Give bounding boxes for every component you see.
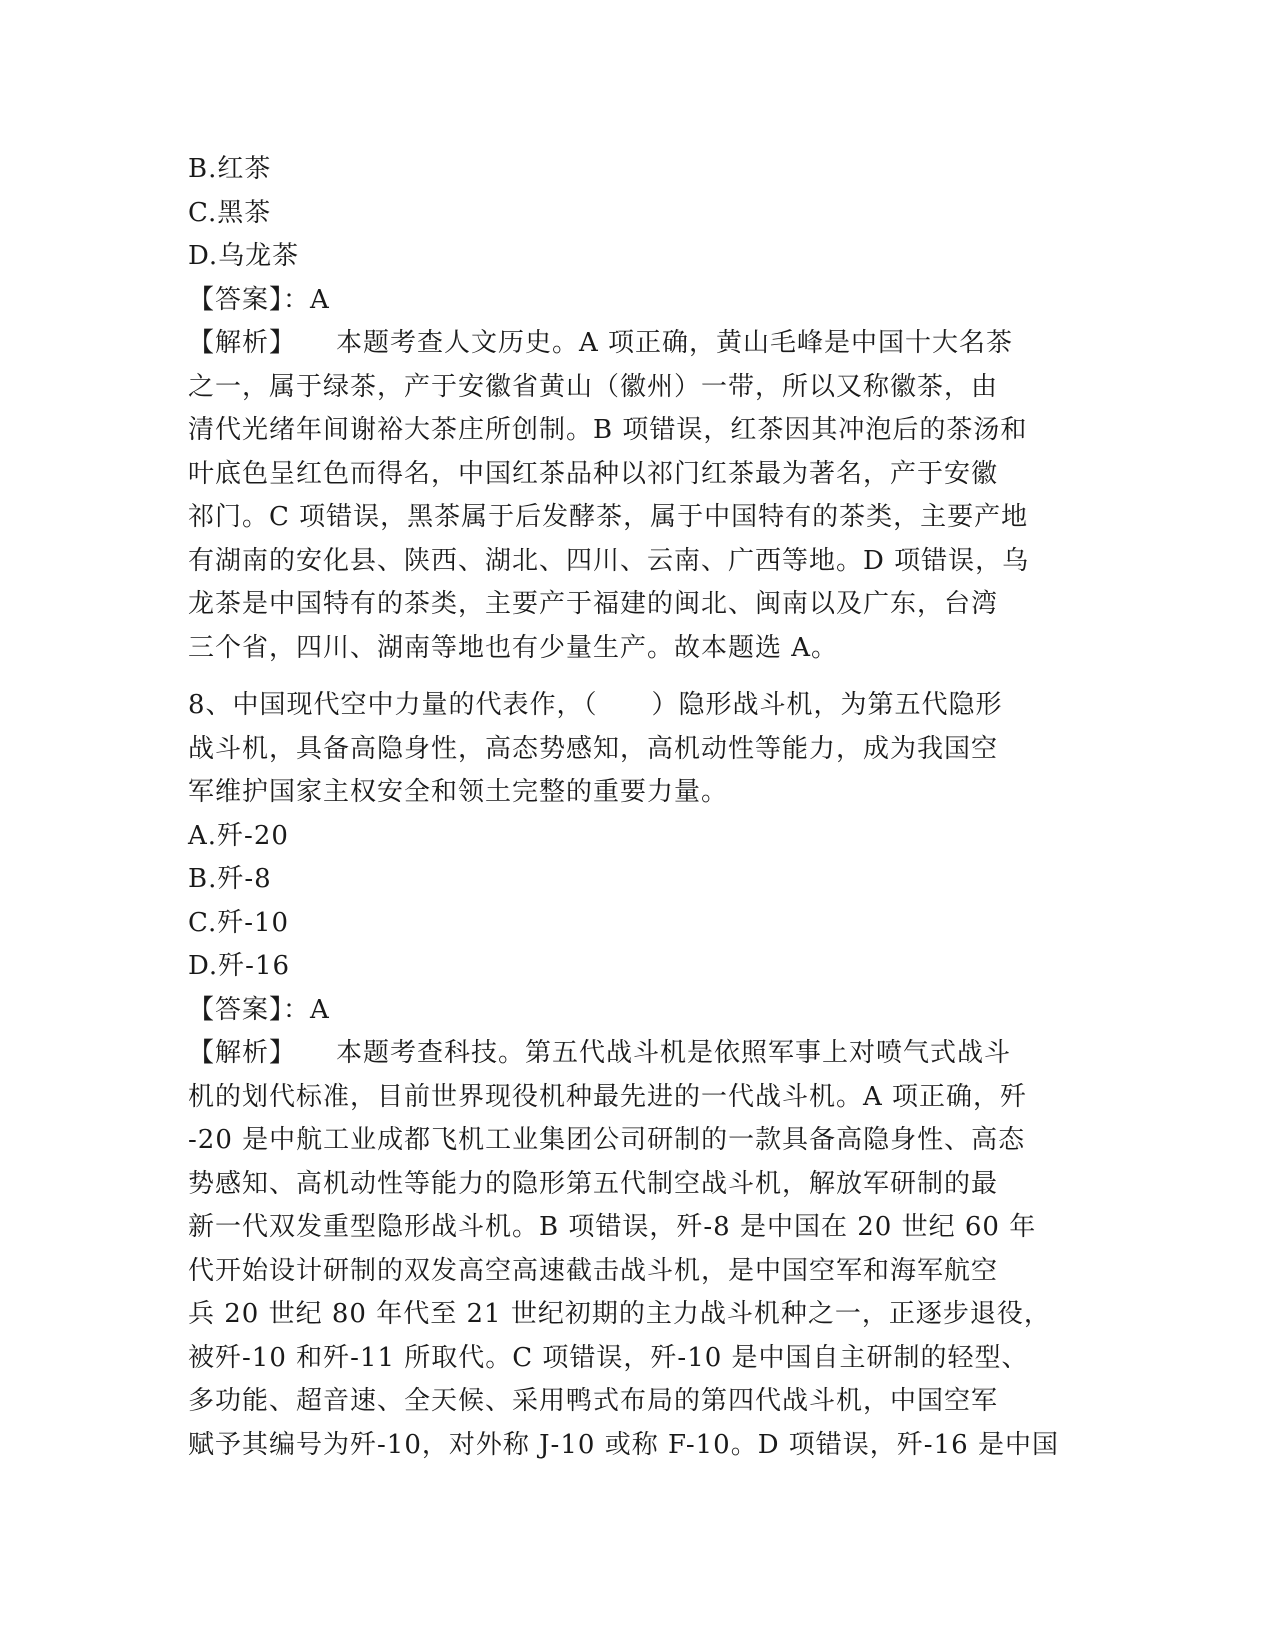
q7-analysis (188, 322, 1088, 670)
q8-question-line-3: 军维护国家主权安全和领土完整的重要力量。 (188, 777, 729, 807)
q8-analysis-line-3: -20 是中航工业成都飞机工业集团公司研制的一款具备高隐身性、高态 (188, 1125, 1026, 1155)
q7-analysis-line-6: 有湖南的安化县、陕西、湖北、四川、云南、广西等地。D 项错误，乌 (188, 545, 1030, 576)
q7-analysis-line-8: 三个省，四川、湖南等地也有少量生产。故本题选 A。 (188, 632, 839, 663)
question-gap (188, 670, 1088, 684)
q8-analysis-line-2: 机的划代标准，目前世界现役机种最先进的一代战斗机。A 项正确，歼 (188, 1081, 1028, 1112)
q8-question (188, 684, 1088, 815)
q7-analysis-line-3: 清代光绪年间谢裕大茶庄所创制。B 项错误，红茶因其冲泡后的茶汤和 (188, 415, 1028, 445)
q7-option-d: D.乌龙茶 (188, 241, 300, 271)
q7-option-c: C.黑茶 (188, 197, 272, 228)
q7-analysis-line-5: 祁门。C 项错误，黑茶属于后发酵茶，属于中国特有的茶类，主要产地 (188, 502, 1029, 532)
q8-analysis-line-10: 赋予其编号为歼-10，对外称 J-10 或称 F-10。D 项错误，歼-16 是中国 (188, 1429, 1059, 1460)
q8-analysis-line-9: 多功能、超音速、全天候、采用鸭式布局的第四代战斗机，中国空军 (188, 1386, 999, 1416)
q8-question-line-2: 战斗机，具备高隐身性，高态势感知，高机动性等能力，成为我国空 (188, 733, 999, 764)
q8-option-c: C.歼-10 (188, 907, 290, 938)
q8-analysis-text-1: 本题考查科技。第五代战斗机是依照军事上对喷气式战斗 (336, 1038, 1012, 1068)
q8-analysis-line-6: 代开始设计研制的双发高空高速截击战斗机，是中国空军和海军航空 (188, 1255, 999, 1286)
q8-analysis-label: 【解析】 (188, 1038, 297, 1068)
q7-analysis-line-7: 龙茶是中国特有的茶类，主要产于福建的闽北、闽南以及广东，台湾 (188, 589, 999, 619)
q8-analysis-line-1 (188, 1032, 1088, 1076)
q7-analysis-line-4: 叶底色呈红色而得名，中国红茶品种以祁门红茶最为著名，产于安徽 (188, 458, 999, 489)
q7-analysis-text-1: 本题考查人文历史。A 项正确，黄山毛峰是中国十大名茶 (336, 328, 1014, 358)
q8-analysis-line-8: 被歼-10 和歼-11 所取代。C 项错误，歼-10 是中国自主研制的轻型、 (188, 1342, 1029, 1373)
page-content (188, 148, 1088, 1467)
q8-analysis-line-7: 兵 20 世纪 80 年代至 21 世纪初期的主力战斗机种之一，正逐步退役， (188, 1299, 1051, 1329)
q8-question-line-1: 8、中国现代空中力量的代表作，（ ）隐形战斗机，为第五代隐形 (188, 690, 1003, 720)
q8-option-d: D.歼-16 (188, 951, 291, 981)
q8-option-b: B.歼-8 (188, 864, 272, 894)
q8-option-a: A.歼-20 (188, 820, 289, 851)
q7-analysis-line-2: 之一，属于绿茶，产于安徽省黄山（徽州）一带，所以又称徽茶，由 (188, 371, 999, 402)
q7-answer: 【答案】：A (188, 284, 330, 315)
q7-option-b: B.红茶 (188, 154, 272, 184)
q7-analysis-line-1 (188, 322, 1088, 366)
q8-answer: 【答案】：A (188, 994, 330, 1025)
q8-analysis (188, 1032, 1088, 1467)
q8-analysis-line-5: 新一代双发重型隐形战斗机。B 项错误，歼-8 是中国在 20 世纪 60 年 (188, 1212, 1037, 1242)
q8-analysis-line-4: 势感知、高机动性等能力的隐形第五代制空战斗机，解放军研制的最 (188, 1168, 999, 1199)
q7-analysis-label: 【解析】 (188, 328, 297, 358)
